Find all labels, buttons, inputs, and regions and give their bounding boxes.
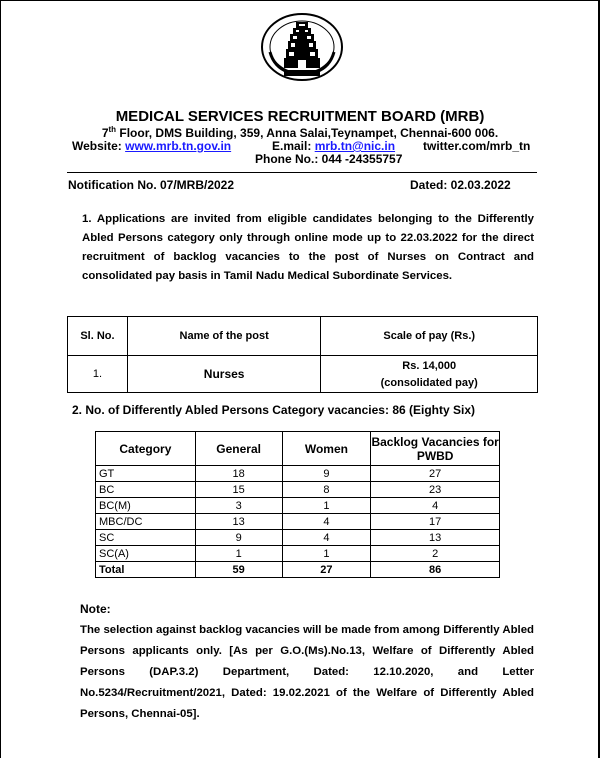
col-backlog: Backlog Vacancies for PWBD	[371, 432, 500, 466]
cell-backlog: 4	[371, 498, 500, 514]
table-row	[96, 530, 500, 546]
address-sup: th	[108, 125, 117, 134]
phone-number: Phone No.: 044 -24355757	[255, 152, 403, 166]
cell-women: 27	[282, 562, 371, 578]
cell-women: 8	[282, 482, 371, 498]
cell-backlog: 27	[371, 466, 500, 482]
org-address	[0, 125, 600, 140]
cell-category: MBC/DC	[96, 514, 196, 530]
address-rest: Floor, DMS Building, 359, Anna Salai,Teynampet, Chennai-600 006.	[116, 126, 499, 140]
vacancy-table-header	[96, 432, 500, 466]
org-name: MEDICAL SERVICES RECRUITMENT BOARD (MRB)	[115, 108, 485, 125]
table-row	[68, 356, 538, 393]
cell-sl-no: 1.	[68, 356, 128, 393]
col-post-name: Name of the post	[127, 317, 321, 356]
cell-backlog: 13	[371, 530, 500, 546]
cell-general: 15	[195, 482, 282, 498]
cell-women: 9	[282, 466, 371, 482]
post-table-header	[68, 317, 538, 356]
tamil-nadu-emblem-icon	[260, 12, 344, 82]
cell-women: 1	[282, 546, 371, 562]
twitter-handle: twitter.com/mrb_tn	[423, 139, 531, 153]
cell-women: 4	[282, 530, 371, 546]
post-table	[67, 316, 538, 393]
table-row	[96, 466, 500, 482]
cell-category: SC(A)	[96, 546, 196, 562]
cell-general: 59	[195, 562, 282, 578]
total-row	[96, 562, 500, 578]
cell-category: BC	[96, 482, 196, 498]
cell-backlog: 17	[371, 514, 500, 530]
page-border-top	[0, 0, 600, 1]
table-row	[96, 482, 500, 498]
pay-note: (consolidated pay)	[380, 376, 478, 389]
cell-backlog: 86	[371, 562, 500, 578]
cell-post: Nurses	[127, 356, 321, 393]
table-row	[96, 514, 500, 530]
note-paragraph: The selection against backlog vacancies will be made from among Differently Abled Persons applicants only. [As per G.O.(Ms).No.13, Welfare of Differently Abled Persons (DAP.3.2) Department, Dated: 12.10.2020, and Letter No.5234/Recruitment/2021, Dated: 19.02.2021 of the Welfare of Differently Abled Persons, Chennai-05].	[80, 624, 534, 720]
website-line	[72, 139, 231, 153]
notification-date: Dated: 02.03.2022	[410, 178, 511, 192]
website-label: Website:	[72, 139, 126, 153]
vacancy-table	[95, 431, 500, 578]
cell-backlog: 23	[371, 482, 500, 498]
website-link[interactable]: www.mrb.tn.gov.in	[125, 139, 232, 153]
table-row	[96, 546, 500, 562]
address-floor: 7	[101, 126, 109, 140]
col-sl-no: Sl. No.	[68, 317, 128, 356]
cell-general: 9	[195, 530, 282, 546]
section2-title: 2. No. of Differently Abled Persons Category vacancies: 86 (Eighty Six)	[72, 403, 476, 417]
note-heading: Note:	[80, 602, 111, 616]
email-line	[272, 139, 395, 153]
col-category: Category	[96, 432, 196, 466]
col-general: General	[195, 432, 282, 466]
cell-backlog: 2	[371, 546, 500, 562]
col-scale-pay: Scale of pay (Rs.)	[321, 317, 538, 356]
email-link[interactable]: mrb.tn@nic.in	[314, 139, 396, 153]
table-row	[96, 498, 500, 514]
cell-category: GT	[96, 466, 196, 482]
cell-general: 1	[195, 546, 282, 562]
email-label: E.mail:	[272, 139, 315, 153]
header-divider	[67, 172, 537, 173]
cell-general: 3	[195, 498, 282, 514]
application-paragraph: 1. Applications are invited from eligible candidates belonging to the Differently Abled Persons category only through online mode up to 22.03.2022 for the direct recruitment of backlog vacancies to the post of Nurses on Contract and consolidated pay basis in Tamil Nadu Medical Subordinate Services.	[82, 213, 534, 282]
pay-amount: Rs. 14,000	[402, 359, 457, 372]
cell-category: BC(M)	[96, 498, 196, 514]
cell-general: 18	[195, 466, 282, 482]
cell-women: 4	[282, 514, 371, 530]
cell-category: Total	[96, 562, 196, 578]
cell-category: SC	[96, 530, 196, 546]
cell-general: 13	[195, 514, 282, 530]
cell-women: 1	[282, 498, 371, 514]
col-women: Women	[282, 432, 371, 466]
notification-number: Notification No. 07/MRB/2022	[68, 178, 235, 192]
cell-pay	[321, 356, 538, 393]
